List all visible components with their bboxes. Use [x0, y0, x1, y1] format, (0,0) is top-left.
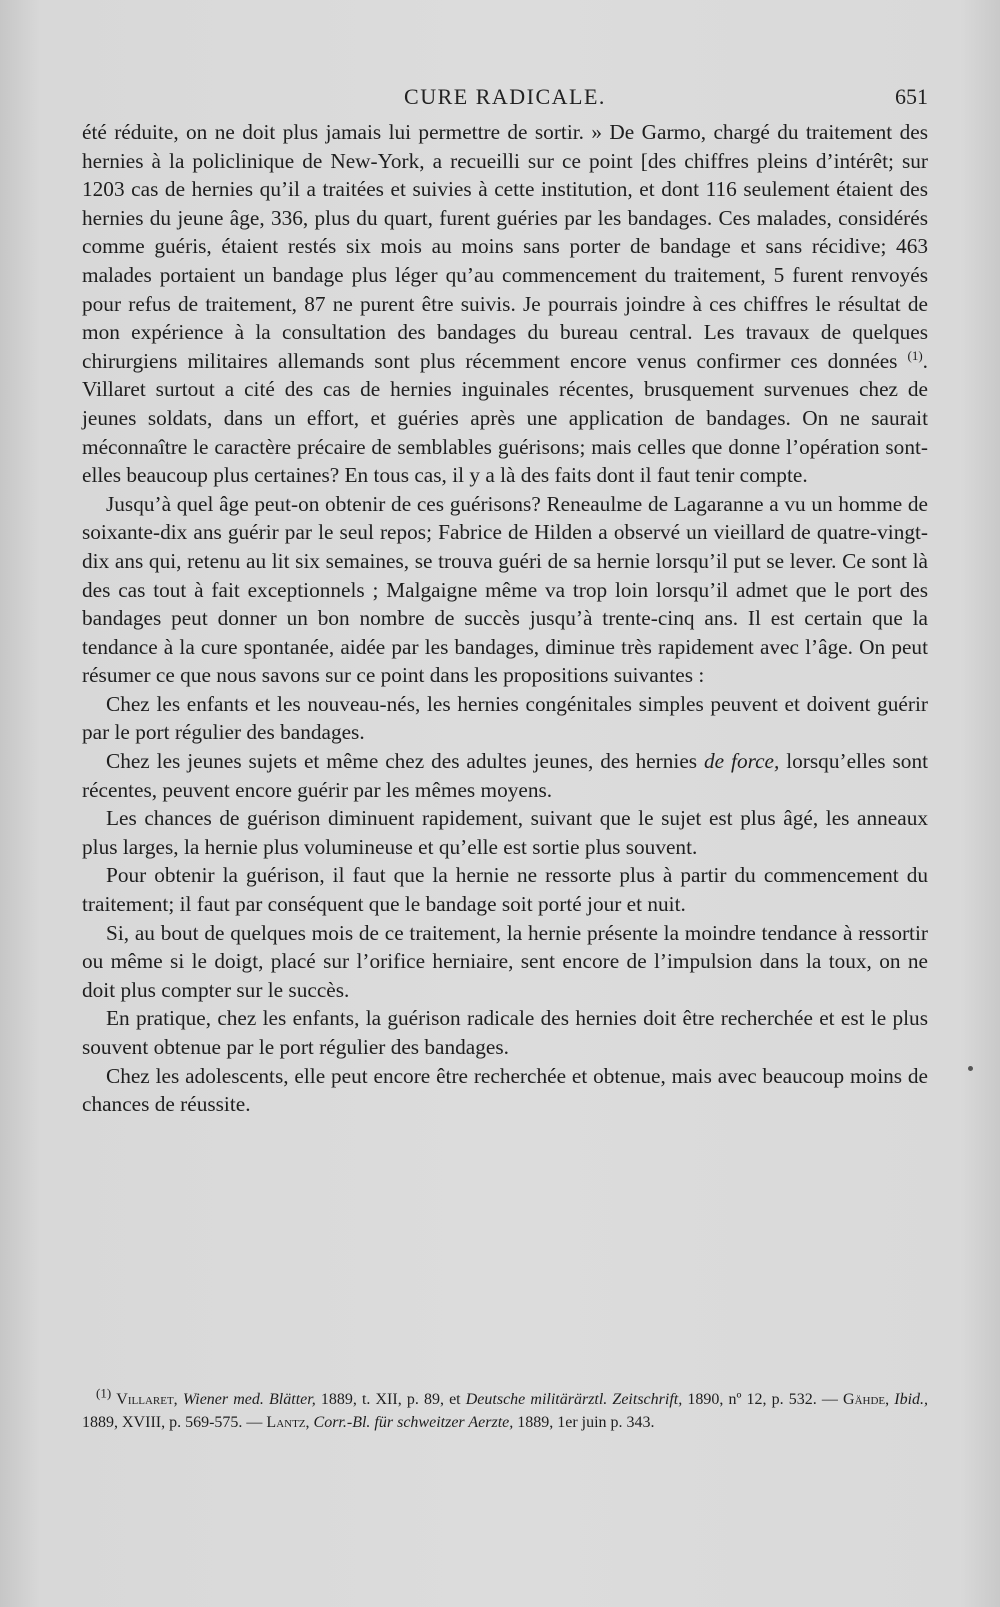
- paragraph-4-continuation: lorsqu’elles sont récentes, peuvent encore guérir par les mêmes moyens.: [82, 749, 929, 802]
- paragraph-1: [82, 118, 928, 490]
- page-number: 651: [895, 84, 928, 109]
- paragraph-4: [82, 747, 928, 804]
- footnote-reference[interactable]: (1): [907, 347, 923, 363]
- header-title: CURE RADICALE.: [404, 84, 606, 109]
- footnote-ref-2: 1890, nº 12, p. 532. —: [682, 1391, 844, 1408]
- footnote-author-3: Lantz,: [266, 1414, 310, 1431]
- footnote-work-1: Wiener med. Blätter,: [182, 1391, 316, 1408]
- footnote-text: [82, 1385, 929, 1434]
- paragraph-3: Chez les enfants et les nouveau-nés, les hernies congénitales simples peuvent et doivent guérir par le port régulier des bandages.: [82, 691, 928, 745]
- paragraph-4-text: Chez les jeunes sujets et même chez des adultes jeunes, des hernies: [106, 749, 698, 774]
- footnote-work-3: Ibid.,: [894, 1391, 929, 1408]
- paragraph-6: Pour obtenir la guérison, il faut que la hernie ne ressorte plus à partir du commencement du traitement; il faut par conséquent que le bandage soit porté jour et nuit.: [82, 863, 928, 917]
- paragraph-1-continuation: . Villaret surtout a cité des cas de hernies inguinales récentes, brusquement survenues chez de jeunes soldats, dans un effort, et guéries après une application de bandages. On ne saurait méconnaître le caractère précaire de semblables guérisons; mais celles que donne l’opération sont-elles beaucoup plus certaines? En tous cas, il y a là des faits dont il faut tenir compte.: [82, 348, 928, 488]
- paragraph-4-emphasis: de force,: [704, 749, 780, 774]
- paragraph-2: Jusqu’à quel âge peut-on obtenir de ces guérisons? Reneaulme de Lagaranne a vu un homme de soixante-dix ans guérir par le seul repos; Fabrice de Hilden a observé un vieillard de quatre-vingt-dix ans qui, retenu au lit six semaines, se trouva guéri de sa hernie lorsqu’il put se lever. Ce sont là des cas tout à fait exceptionnels ; Malgaigne même va trop loin lorsqu’il admet que le port des bandages peut donner un bon nombre de succès jusqu’à trente-cinq ans. Il est certain que la tendance à la cure spontanée, aidée par les bandages, diminue très rapidement avec l’âge. On peut résumer ce que nous savons sur ce point dans les propositions suivantes :: [82, 491, 928, 688]
- body-text: [82, 118, 928, 1119]
- footnote-ref-1: 1889, t. XII, p. 89, et: [315, 1391, 466, 1408]
- margin-mark: [968, 1066, 973, 1071]
- footnote-marker: (1): [96, 1385, 112, 1401]
- footnote-work-4: Corr.-Bl. für schweitzer Aerzte,: [313, 1414, 514, 1431]
- paragraph-1-text: été réduite, on ne doit plus jamais lui permettre de sortir. » De Garmo, chargé du traitement des hernies à la policlinique de New-York, a recueilli sur ce point [des chiffres pleins d’intérêt; sur 1203 cas de hernies qu’il a traitées et suivies à cette institution, et dont 116 seulement étaient des hernies du jeune âge, 336, plus du quart, furent guéries par les bandages. Ces malades, considérés comme guéris, étaient restés six mois au moins sans porter de bandage et sans récidive; 463 malades portaient un bandage plus léger qu’au commencement du traitement, 5 furent renvoyés pour refus de traitement, 87 ne purent être suivis. Je pourrais joindre à ces chiffres le résultat de mon expérience à la consultation des bandages du bureau central. Les travaux de quelques chirurgiens militaires allemands sont plus récemment encore venus confirmer ces données: [82, 120, 928, 373]
- footnote-work-2: Deutsche militärärztl. Zeitschrift,: [465, 1391, 683, 1408]
- footnote-ref-4: 1889, 1er juin p. 343.: [513, 1414, 655, 1431]
- paragraph-9: Chez les adolescents, elle peut encore être recherchée et obtenue, mais avec beaucoup moins de chances de réussite.: [82, 1063, 928, 1117]
- paragraph-5: Les chances de guérison diminuent rapidement, suivant que le sujet est plus âgé, les anneaux plus larges, la hernie plus volumineuse et qu’elle est sortie plus souvent.: [82, 806, 928, 859]
- footnote-ref-3: 1889, XVIII, p. 569-575. —: [82, 1414, 267, 1431]
- running-header: [82, 84, 928, 114]
- paragraph-8: En pratique, chez les enfants, la guérison radicale des hernies doit être recherchée et est le plus souvent obtenue par le port régulier des bandages.: [82, 1006, 928, 1059]
- footnote-author-1: Villaret,: [116, 1391, 178, 1408]
- paragraph-7: Si, au bout de quelques mois de ce traitement, la hernie présente la moindre tendance à ressortir ou même si le doigt, placé sur l’orifice herniaire, sent encore de l’impulsion dans la toux, on ne doit plus compter sur le succès.: [82, 920, 928, 1002]
- footnote: [82, 1385, 929, 1434]
- footnote-author-2: Gähde,: [843, 1391, 890, 1408]
